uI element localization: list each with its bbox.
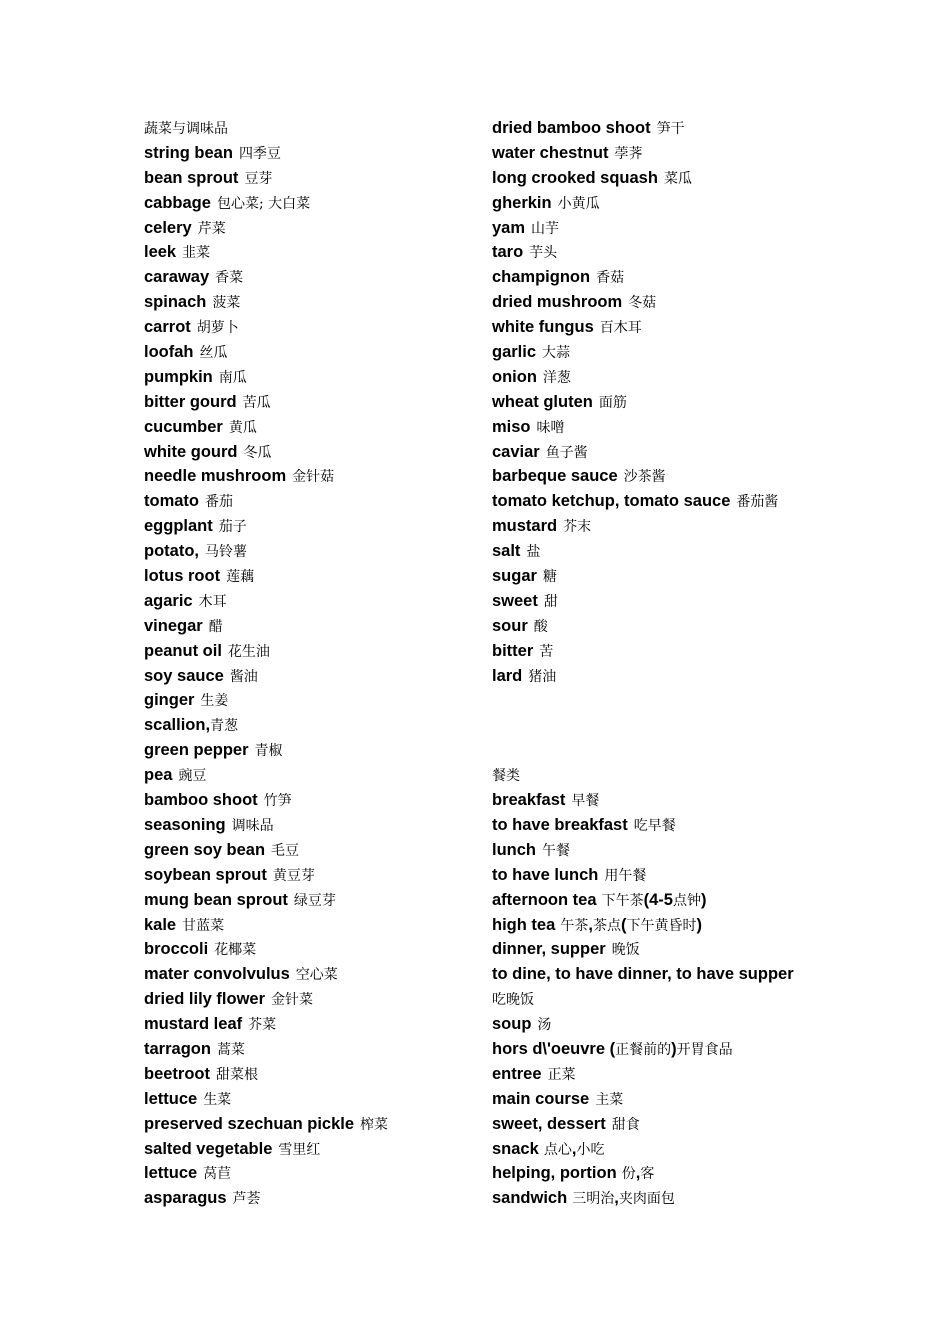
vocab-row <box>492 788 822 813</box>
english-term: ) <box>671 1039 677 1058</box>
vocab-row <box>144 290 474 315</box>
chinese-term: 甜食 <box>611 1116 640 1133</box>
vocab-row <box>492 1186 822 1211</box>
vocab-row <box>492 116 822 141</box>
english-term: white fungus <box>492 318 594 337</box>
english-term: barbeque sauce <box>492 467 618 486</box>
chinese-term: 豌豆 <box>178 768 207 785</box>
vocab-row <box>492 464 822 489</box>
chinese-term: 份 <box>621 1166 636 1183</box>
vocab-row <box>492 365 822 390</box>
vocab-row <box>144 315 474 340</box>
english-term: broccoli <box>144 940 209 959</box>
vocab-row <box>492 1087 822 1112</box>
chinese-term: 山芋 <box>531 220 560 237</box>
english-term: leek <box>144 243 177 262</box>
vocab-row <box>492 1112 822 1137</box>
chinese-term: 花生油 <box>227 643 270 660</box>
english-term: soybean sprout <box>144 865 267 884</box>
vocab-row <box>492 240 822 265</box>
chinese-term: 早餐 <box>571 793 600 810</box>
chinese-term: 番茄 <box>205 494 233 511</box>
vocab-row <box>492 937 822 962</box>
chinese-term: 豆芽 <box>244 170 273 187</box>
english-term: scallion, <box>144 716 211 735</box>
chinese-term: 毛豆 <box>271 842 300 859</box>
chinese-term: 下午茶 <box>601 892 644 909</box>
chinese-term: 茄子 <box>218 519 247 536</box>
chinese-term: 糖 <box>542 569 557 586</box>
vocab-row <box>144 365 474 390</box>
chinese-term: 马铃薯 <box>205 544 247 561</box>
english-term: sour <box>492 616 528 635</box>
vocab-row <box>492 315 822 340</box>
english-term: celery <box>144 218 192 237</box>
english-term: vinegar <box>144 616 203 635</box>
chinese-term: 芦荟 <box>232 1191 261 1208</box>
vocab-row <box>492 191 822 216</box>
chinese-term: 芹菜 <box>197 220 226 237</box>
chinese-term: 夹肉面包 <box>618 1191 675 1208</box>
english-term: (4-5 <box>643 890 673 909</box>
english-term: helping, portion <box>492 1164 617 1183</box>
chinese-term: 晚饭 <box>611 942 640 959</box>
english-term: to have breakfast <box>492 815 628 834</box>
chinese-term: 调味品 <box>231 817 274 834</box>
chinese-term: 金针菇 <box>292 469 335 486</box>
vocab-row <box>492 639 822 664</box>
vocab-row <box>492 838 822 863</box>
vocab-row <box>144 738 474 763</box>
english-term: asparagus <box>144 1189 227 1208</box>
english-term: pea <box>144 766 173 785</box>
vocab-row <box>144 838 474 863</box>
english-term: dinner, supper <box>492 940 606 959</box>
english-term: string bean <box>144 143 233 162</box>
english-term: main course <box>492 1089 590 1108</box>
english-term: salted vegetable <box>144 1139 273 1158</box>
chinese-term: 大蒜 <box>542 345 571 362</box>
english-term: lotus root <box>144 567 221 586</box>
english-term: mustard <box>492 517 558 536</box>
english-term: carrot <box>144 318 191 337</box>
vocab-row <box>144 987 474 1012</box>
vocab-row <box>144 141 474 166</box>
chinese-term: 甘蓝菜 <box>182 917 225 934</box>
left-column <box>144 116 474 1211</box>
vocab-row <box>492 962 822 987</box>
chinese-term: 酱油 <box>229 668 258 685</box>
chinese-term: 吃晚饭 <box>492 992 534 1009</box>
english-term: to have lunch <box>492 865 599 884</box>
chinese-term: 青葱 <box>210 718 239 735</box>
english-term: tomato ketchup, tomato sauce <box>492 492 731 511</box>
english-term: potato, <box>144 542 199 561</box>
english-term: miso <box>492 417 531 436</box>
chinese-term: 汤 <box>537 1017 552 1034</box>
english-term: bitter <box>492 641 534 660</box>
section-title: 蔬菜与调味品 <box>144 121 228 137</box>
chinese-term: 番茄酱 <box>736 494 779 511</box>
vocab-row <box>144 564 474 589</box>
vocab-row <box>492 987 822 1012</box>
chinese-term: 点心 <box>543 1141 572 1158</box>
english-term: sugar <box>492 567 537 586</box>
chinese-term: 菠菜 <box>212 295 241 312</box>
vocab-row <box>144 539 474 564</box>
english-term: gherkin <box>492 193 552 212</box>
vocab-row <box>492 1037 822 1062</box>
chinese-term: 面筋 <box>598 394 627 411</box>
chinese-term: 味噌 <box>536 419 565 436</box>
chinese-term: 花椰菜 <box>214 942 257 959</box>
english-term: soy sauce <box>144 666 224 685</box>
vocab-row <box>144 788 474 813</box>
chinese-term: 生姜 <box>200 693 229 710</box>
chinese-term: 吃早餐 <box>633 817 676 834</box>
vocab-row <box>144 415 474 440</box>
english-term: eggplant <box>144 517 213 536</box>
vocab-row <box>144 589 474 614</box>
vocab-row <box>144 166 474 191</box>
chinese-term: 笋干 <box>656 121 685 137</box>
english-term: lettuce <box>144 1164 198 1183</box>
english-term: kale <box>144 915 177 934</box>
english-term: afternoon tea <box>492 890 597 909</box>
vocab-row <box>144 191 474 216</box>
vocab-row <box>144 664 474 689</box>
english-term: , <box>635 1164 641 1183</box>
english-term: tomato <box>144 492 199 511</box>
english-term: caviar <box>492 442 540 461</box>
chinese-term: 盐 <box>526 544 541 561</box>
vocab-row <box>144 464 474 489</box>
chinese-term: 包心菜; 大白菜 <box>216 195 311 212</box>
vocab-row <box>492 614 822 639</box>
chinese-term: 酸 <box>533 618 548 635</box>
chinese-term: 南瓜 <box>218 369 247 386</box>
chinese-term: 绿豆芽 <box>293 892 336 909</box>
vocab-row <box>144 913 474 938</box>
section-heading <box>144 116 474 141</box>
vocab-row <box>144 240 474 265</box>
vocab-row <box>144 265 474 290</box>
english-term: pumpkin <box>144 367 213 386</box>
english-term: loofah <box>144 343 194 362</box>
chinese-term: 三明治 <box>572 1191 615 1208</box>
english-term: sandwich <box>492 1189 568 1208</box>
chinese-term: 空心菜 <box>295 967 338 984</box>
english-term: taro <box>492 243 524 262</box>
vocab-row <box>492 913 822 938</box>
english-term: bamboo shoot <box>144 791 258 810</box>
chinese-term: 黄豆芽 <box>272 867 315 884</box>
english-term: lard <box>492 666 523 685</box>
english-term: to dine, to have dinner, to have supper <box>492 965 794 984</box>
vocab-row <box>144 614 474 639</box>
chinese-term: 甜 <box>543 593 558 610</box>
vocab-row <box>492 514 822 539</box>
chinese-term: 金针菜 <box>271 992 314 1009</box>
vocab-row <box>492 340 822 365</box>
vocab-row <box>144 763 474 788</box>
chinese-term: 点钟 <box>672 892 701 909</box>
chinese-term: 菜瓜 <box>663 170 692 187</box>
english-term: lunch <box>492 840 536 859</box>
vocab-row <box>492 539 822 564</box>
vocab-row <box>492 440 822 465</box>
vocab-row <box>144 1087 474 1112</box>
english-term: green pepper <box>144 741 249 760</box>
english-term: cucumber <box>144 417 223 436</box>
chinese-term: 苦瓜 <box>242 394 271 411</box>
chinese-term: 芋头 <box>529 245 558 262</box>
chinese-term: 榨菜 <box>360 1116 389 1133</box>
vocab-row <box>492 664 822 689</box>
english-term: , <box>588 915 593 934</box>
vocab-row <box>492 265 822 290</box>
chinese-term: 沙茶酱 <box>623 469 666 486</box>
english-term: entree <box>492 1064 542 1083</box>
vocab-row <box>144 514 474 539</box>
english-term: preserved szechuan pickle <box>144 1114 355 1133</box>
chinese-term: 冬瓜 <box>243 444 272 461</box>
english-term: soup <box>492 1015 532 1034</box>
vocab-row <box>144 1186 474 1211</box>
english-term: dried bamboo shoot <box>492 119 651 137</box>
english-term: hors d\'oeuvre ( <box>492 1039 616 1058</box>
chinese-term: 下午黄昏时 <box>626 917 697 934</box>
chinese-term: 香菇 <box>596 270 625 287</box>
vocab-row <box>144 489 474 514</box>
english-term: mung bean sprout <box>144 890 288 909</box>
chinese-term: 甜菜根 <box>216 1066 258 1083</box>
english-term: mater convolvulus <box>144 965 290 984</box>
english-term: needle mushroom <box>144 467 287 486</box>
chinese-term: 午餐 <box>542 842 570 859</box>
vocab-row <box>144 1062 474 1087</box>
chinese-term: 丝瓜 <box>199 345 228 362</box>
chinese-term: 生菜 <box>203 1091 232 1108</box>
chinese-term: 苦 <box>539 643 554 660</box>
english-term: onion <box>492 367 537 386</box>
vocab-row <box>492 141 822 166</box>
english-term: yam <box>492 218 526 237</box>
chinese-term: 茶点 <box>592 917 621 934</box>
chinese-term: 胡萝卜 <box>196 320 239 337</box>
vocab-row <box>144 1161 474 1186</box>
vocab-row <box>492 589 822 614</box>
english-term: spinach <box>144 293 207 312</box>
vocab-row <box>144 937 474 962</box>
vocab-row <box>492 1137 822 1162</box>
english-term: garlic <box>492 343 537 362</box>
english-term: wheat gluten <box>492 392 593 411</box>
vocab-row <box>492 290 822 315</box>
chinese-term: 冬菇 <box>628 295 657 312</box>
english-term: sweet <box>492 591 538 610</box>
english-term: bean sprout <box>144 168 239 187</box>
vocab-row <box>492 1161 822 1186</box>
english-term: champignon <box>492 268 591 287</box>
vocab-row <box>144 688 474 713</box>
chinese-term: 开胃食品 <box>676 1041 733 1058</box>
english-term: dried mushroom <box>492 293 623 312</box>
chinese-term: 四季豆 <box>238 145 281 162</box>
chinese-term: 正菜 <box>547 1066 576 1083</box>
chinese-term: 洋葱 <box>542 369 571 386</box>
english-term: snack <box>492 1139 539 1158</box>
vocab-row <box>144 962 474 987</box>
chinese-term: 主菜 <box>595 1091 624 1108</box>
chinese-term: 醋 <box>208 618 223 635</box>
section-heading <box>492 763 822 788</box>
english-term: , <box>571 1139 577 1158</box>
english-term: tarragon <box>144 1039 211 1058</box>
english-term: white gourd <box>144 442 238 461</box>
english-term: long crooked squash <box>492 168 658 187</box>
chinese-term: 蒿菜 <box>216 1041 245 1058</box>
english-term: ) <box>696 915 702 934</box>
blank-line <box>492 688 822 713</box>
vocab-row <box>144 390 474 415</box>
english-term: high tea <box>492 915 556 934</box>
english-term: beetroot <box>144 1064 210 1083</box>
vocab-row <box>492 813 822 838</box>
english-term: mustard leaf <box>144 1015 243 1034</box>
english-term: breakfast <box>492 791 566 810</box>
english-term: lettuce <box>144 1089 198 1108</box>
chinese-term: 小黄瓜 <box>557 195 600 212</box>
chinese-term: 鱼子酱 <box>545 444 588 461</box>
chinese-term: 客 <box>640 1166 655 1183</box>
chinese-term: 午茶 <box>560 917 589 934</box>
vocab-row <box>144 340 474 365</box>
vocab-row <box>492 166 822 191</box>
chinese-term: 小吃 <box>576 1141 605 1158</box>
english-term: peanut oil <box>144 641 222 660</box>
vocab-row <box>492 489 822 514</box>
chinese-term: 青椒 <box>254 743 283 760</box>
english-term: cabbage <box>144 193 211 212</box>
vocab-row <box>492 1012 822 1037</box>
vocab-row <box>144 440 474 465</box>
vocab-row <box>144 639 474 664</box>
vocab-row <box>492 216 822 241</box>
vocab-row <box>492 390 822 415</box>
english-term: water chestnut <box>492 143 609 162</box>
vocab-row <box>144 713 474 738</box>
vocab-row <box>144 1012 474 1037</box>
english-term: ( <box>620 915 627 934</box>
english-term: ginger <box>144 691 195 710</box>
vocab-row <box>492 564 822 589</box>
chinese-term: 莴苣 <box>203 1166 232 1183</box>
chinese-term: 雪里红 <box>278 1141 321 1158</box>
vocab-row <box>144 1112 474 1137</box>
chinese-term: 香菜 <box>215 270 244 287</box>
chinese-term: 莲藕 <box>226 569 255 586</box>
blank-line <box>492 713 822 738</box>
blank-line <box>492 738 822 763</box>
english-term: dried lily flower <box>144 990 266 1009</box>
chinese-term: 用午餐 <box>604 867 647 884</box>
vocab-row <box>492 415 822 440</box>
chinese-term: 猪油 <box>528 668 557 685</box>
chinese-term: 竹笋 <box>263 793 292 810</box>
vocab-row <box>144 216 474 241</box>
english-term: sweet, dessert <box>492 1114 606 1133</box>
english-term: , <box>614 1189 619 1208</box>
vocab-row <box>144 1137 474 1162</box>
chinese-term: 芥末 <box>563 519 592 536</box>
english-term: seasoning <box>144 815 226 834</box>
chinese-term: 韭菜 <box>182 245 211 262</box>
vocab-row <box>492 863 822 888</box>
vocab-row <box>492 888 822 913</box>
vocab-row <box>492 1062 822 1087</box>
english-term: ) <box>700 890 707 909</box>
vocab-row <box>144 888 474 913</box>
vocab-row <box>144 863 474 888</box>
chinese-term: 木耳 <box>198 593 227 610</box>
chinese-term: 黄瓜 <box>228 419 257 436</box>
english-term: caraway <box>144 268 210 287</box>
chinese-term: 芥菜 <box>248 1017 277 1034</box>
chinese-term: 百木耳 <box>599 320 642 337</box>
english-term: green soy bean <box>144 840 266 859</box>
section-title: 餐类 <box>492 768 520 785</box>
chinese-term: 正餐前的 <box>615 1041 672 1058</box>
chinese-term: 荸荠 <box>614 145 643 162</box>
english-term: bitter gourd <box>144 392 237 411</box>
vocab-row <box>144 813 474 838</box>
vocab-row <box>144 1037 474 1062</box>
right-column <box>492 116 822 1211</box>
english-term: salt <box>492 542 521 561</box>
english-term: agaric <box>144 591 193 610</box>
